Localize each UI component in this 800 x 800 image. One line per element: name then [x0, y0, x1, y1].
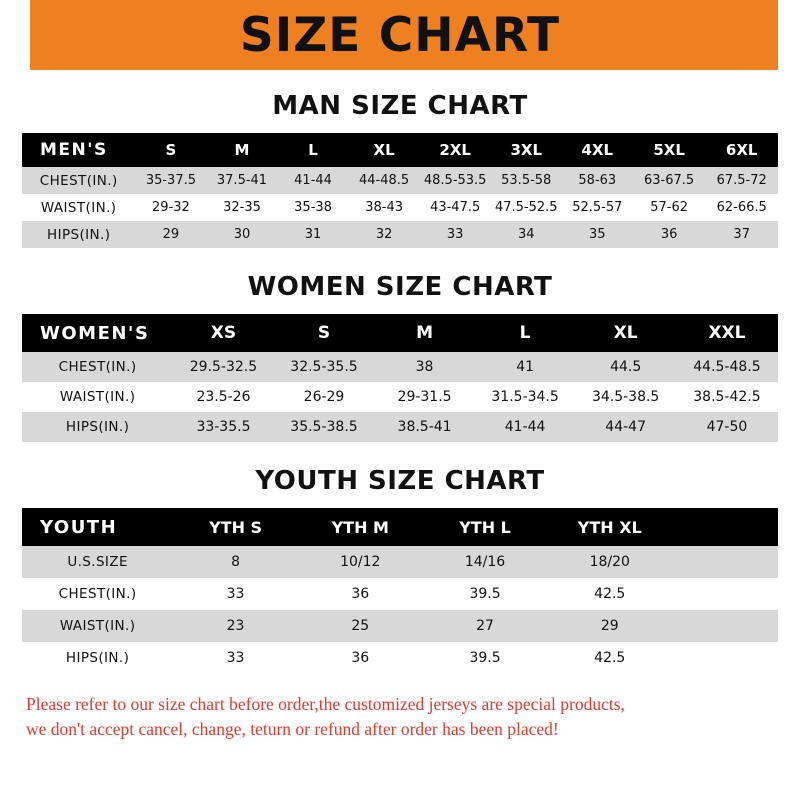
row-header-chest: CHEST(IN.)	[22, 578, 173, 610]
cell: 44.5-48.5	[676, 352, 778, 382]
cell: 43-47.5	[420, 194, 491, 221]
col-header-xl: XL	[575, 314, 676, 352]
col-header-yth-m: YTH M	[298, 508, 423, 546]
page-title: SIZE CHART	[239, 7, 561, 63]
cell: 33	[173, 642, 298, 674]
cell: 26-29	[274, 382, 375, 412]
content	[0, 91, 800, 743]
table-row	[22, 578, 778, 610]
col-header-s: S	[274, 314, 375, 352]
cell: 58-63	[562, 167, 633, 194]
col-header-3xl: 3XL	[491, 133, 562, 167]
cell: 42.5	[547, 642, 672, 674]
table-youth	[22, 508, 778, 674]
section-man	[22, 91, 778, 248]
row-header-chest: CHEST(IN.)	[22, 352, 173, 382]
cell: 38.5-41	[374, 412, 475, 442]
cell: 31.5-34.5	[475, 382, 576, 412]
section-youth	[22, 466, 778, 674]
cell: 36	[298, 578, 423, 610]
col-header-mens: MEN'S	[22, 133, 135, 167]
col-header-l: L	[475, 314, 576, 352]
row-header-chest: CHEST(IN.)	[22, 167, 135, 194]
header-band	[0, 0, 800, 70]
footer-note-line-2: we don't accept cancel, change, teturn or refund after order has been placed!	[26, 719, 559, 740]
row-header-hips: HIPS(IN.)	[22, 412, 173, 442]
col-header-yth-s: YTH S	[173, 508, 298, 546]
cell: 31	[278, 221, 349, 248]
cell: 39.5	[423, 578, 548, 610]
header-left-notch	[0, 0, 30, 70]
cell: 29-32	[135, 194, 206, 221]
col-header-4xl: 4XL	[562, 133, 633, 167]
cell: 38	[374, 352, 475, 382]
row-header-waist: WAIST(IN.)	[22, 610, 173, 642]
cell: 48.5-53.5	[420, 167, 491, 194]
cell: 35.5-38.5	[274, 412, 375, 442]
cell: 39.5	[423, 642, 548, 674]
footer-note	[22, 692, 778, 743]
table-row	[22, 642, 778, 674]
table-row	[22, 546, 778, 578]
cell	[672, 610, 778, 642]
cell: 52.5-57	[562, 194, 633, 221]
col-header-6xl: 6XL	[705, 133, 778, 167]
cell: 47-50	[676, 412, 778, 442]
col-header-5xl: 5XL	[633, 133, 706, 167]
cell	[672, 578, 778, 610]
cell: 32-35	[206, 194, 277, 221]
col-header-xl: XL	[349, 133, 420, 167]
cell: 35-38	[278, 194, 349, 221]
cell: 44-47	[575, 412, 676, 442]
cell: 23	[173, 610, 298, 642]
row-header-hips: HIPS(IN.)	[22, 642, 173, 674]
cell	[672, 546, 778, 578]
cell: 27	[423, 610, 548, 642]
cell: 33	[420, 221, 491, 248]
table-header-row	[22, 508, 778, 546]
table-row	[22, 221, 778, 248]
section-title-youth: YOUTH SIZE CHART	[255, 466, 545, 496]
cell: 37	[705, 221, 778, 248]
cell: 67.5-72	[705, 167, 778, 194]
cell: 29.5-32.5	[173, 352, 274, 382]
table-header-row	[22, 314, 778, 352]
section-title-man: MAN SIZE CHART	[272, 91, 528, 121]
cell: 33	[173, 578, 298, 610]
cell: 23.5-26	[173, 382, 274, 412]
cell: 37.5-41	[206, 167, 277, 194]
cell: 57-62	[633, 194, 706, 221]
col-header-xxl: XXL	[676, 314, 778, 352]
table-row	[22, 382, 778, 412]
cell: 41-44	[278, 167, 349, 194]
table-row	[22, 352, 778, 382]
cell: 34	[491, 221, 562, 248]
table-row	[22, 167, 778, 194]
cell: 14/16	[423, 546, 548, 578]
col-header-s: S	[135, 133, 206, 167]
table-header-row	[22, 133, 778, 167]
table-women	[22, 314, 778, 442]
row-header-waist: WAIST(IN.)	[22, 382, 173, 412]
cell: 36	[298, 642, 423, 674]
cell: 62-66.5	[705, 194, 778, 221]
cell: 33-35.5	[173, 412, 274, 442]
row-header-hips: HIPS(IN.)	[22, 221, 135, 248]
table-row	[22, 610, 778, 642]
cell: 32.5-35.5	[274, 352, 375, 382]
cell: 10/12	[298, 546, 423, 578]
cell: 29	[135, 221, 206, 248]
cell: 38-43	[349, 194, 420, 221]
col-header-youth: YOUTH	[22, 508, 173, 546]
col-header-l: L	[278, 133, 349, 167]
cell: 18/20	[547, 546, 672, 578]
cell: 42.5	[547, 578, 672, 610]
cell: 35-37.5	[135, 167, 206, 194]
table-row	[22, 194, 778, 221]
footer-note-line-1: Please refer to our size chart before order,the customized jerseys are special products,	[26, 694, 625, 714]
cell: 38.5-42.5	[676, 382, 778, 412]
row-header-waist: WAIST(IN.)	[22, 194, 135, 221]
table-row	[22, 412, 778, 442]
cell: 8	[173, 546, 298, 578]
col-header-empty	[672, 508, 778, 546]
cell: 30	[206, 221, 277, 248]
cell: 44-48.5	[349, 167, 420, 194]
col-header-m: M	[206, 133, 277, 167]
cell: 63-67.5	[633, 167, 706, 194]
cell: 25	[298, 610, 423, 642]
cell: 35	[562, 221, 633, 248]
cell: 44.5	[575, 352, 676, 382]
cell: 41	[475, 352, 576, 382]
cell: 29	[547, 610, 672, 642]
section-women	[22, 272, 778, 442]
cell: 29-31.5	[374, 382, 475, 412]
col-header-m: M	[374, 314, 475, 352]
row-header-us-size: U.S.SIZE	[22, 546, 173, 578]
cell: 34.5-38.5	[575, 382, 676, 412]
table-man	[22, 133, 778, 248]
col-header-womens: WOMEN'S	[22, 314, 173, 352]
col-header-2xl: 2XL	[420, 133, 491, 167]
header-right-notch	[778, 0, 800, 70]
col-header-xs: XS	[173, 314, 274, 352]
section-title-women: WOMEN SIZE CHART	[247, 272, 553, 302]
col-header-yth-l: YTH L	[423, 508, 548, 546]
cell: 41-44	[475, 412, 576, 442]
cell	[672, 642, 778, 674]
col-header-yth-xl: YTH XL	[547, 508, 672, 546]
cell: 53.5-58	[491, 167, 562, 194]
cell: 36	[633, 221, 706, 248]
cell: 47.5-52.5	[491, 194, 562, 221]
cell: 32	[349, 221, 420, 248]
